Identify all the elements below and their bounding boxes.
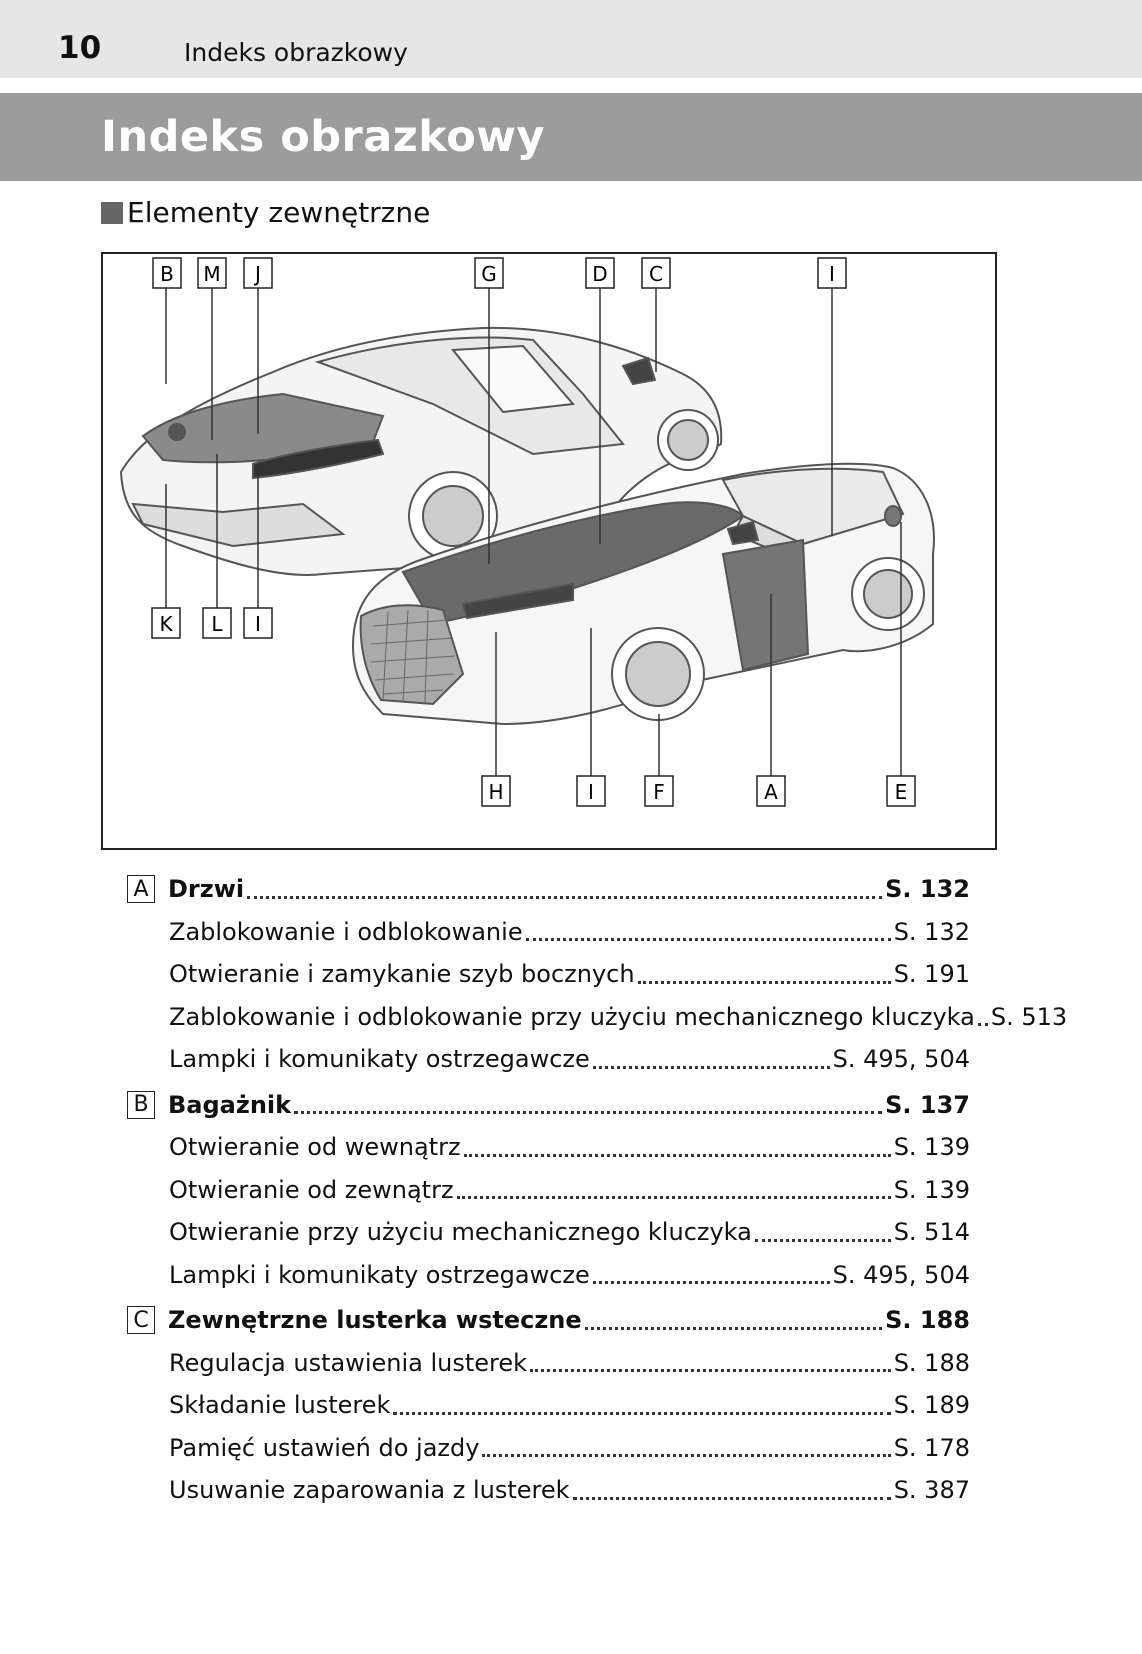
svg-text:M: M [203,262,221,286]
callout-g [475,258,503,288]
index-entry-main[interactable] [127,1299,970,1342]
callout-i-front [577,776,605,806]
car-drawing [103,254,995,848]
subentry-page-ref[interactable]: S. 178 [893,1433,970,1462]
dot-leader [457,1196,891,1199]
car-illustration [101,252,997,850]
dot-leader [978,1023,988,1026]
index-subentry[interactable] [127,1384,970,1427]
svg-text:G: G [481,262,497,286]
subentry-label: Składanie lusterek [169,1391,391,1420]
subentry-page-ref[interactable]: S. 189 [893,1391,970,1420]
index-subentry[interactable] [127,1169,970,1212]
subentry-label: Pamięć ustawień do jazdy [169,1433,480,1462]
dot-leader [393,1412,890,1415]
callout-i-top [818,258,846,288]
svg-text:I: I [829,262,835,286]
dot-leader [247,896,882,899]
index-list [127,868,1068,1512]
subentry-page-ref[interactable]: S. 191 [893,960,970,989]
section-heading [101,196,430,229]
index-subentry[interactable] [127,1469,970,1512]
dot-leader [585,1327,882,1330]
index-subentry[interactable] [127,1254,970,1297]
entry-label: Drzwi [168,875,245,904]
dot-leader [593,1281,830,1284]
svg-text:I: I [255,612,261,636]
subentry-page-ref[interactable]: S. 132 [893,917,970,946]
callout-f [645,776,673,806]
callout-k [152,608,180,638]
subentry-page-ref[interactable]: S. 139 [893,1133,970,1162]
dot-leader [464,1154,891,1157]
index-subentry[interactable] [127,996,1068,1039]
callout-a [757,776,785,806]
svg-text:I: I [588,780,594,804]
subentry-label: Regulacja ustawienia lusterek [169,1348,528,1377]
callout-m [198,258,226,288]
entry-letter-box: C [127,1306,155,1334]
subentry-page-ref[interactable]: S. 188 [893,1348,970,1377]
svg-text:A: A [764,780,778,804]
subentry-label: Otwieranie od zewnątrz [169,1175,454,1204]
index-subentry[interactable] [127,1211,970,1254]
dot-leader [530,1369,891,1372]
running-title: Indeks obrazkowy [184,38,408,67]
callout-c [642,258,670,288]
section-title: Elementy zewnętrzne [127,196,431,229]
svg-text:L: L [211,612,223,636]
subentry-page-ref[interactable]: S. 495, 504 [832,1045,970,1074]
callout-l [203,608,231,638]
subentry-page-ref[interactable]: S. 139 [893,1175,970,1204]
subentry-label: Otwieranie od wewnątrz [169,1133,461,1162]
index-subentry[interactable] [127,1126,970,1169]
entry-letter-box: B [127,1091,155,1119]
entry-label: Zewnętrzne lusterka wsteczne [168,1306,582,1335]
index-subentry[interactable] [127,1038,970,1081]
subentry-label: Zablokowanie i odblokowanie przy użyciu mechanicznego kluczyka [169,1002,975,1031]
dot-leader [573,1497,891,1500]
callout-d [586,258,614,288]
index-subentry[interactable] [127,1342,970,1385]
callout-j [244,258,272,288]
entry-letter-box: A [127,875,155,903]
entry-label: Bagażnik [168,1090,292,1119]
section-square-icon [101,202,123,224]
subentry-page-ref[interactable]: S. 514 [893,1218,970,1247]
index-subentry[interactable] [127,953,970,996]
dot-leader [294,1111,882,1114]
subentry-label: Lampki i komunikaty ostrzegawcze [169,1045,590,1074]
dot-leader [482,1454,890,1457]
subentry-page-ref[interactable]: S. 387 [893,1476,970,1505]
page-number: 10 [58,30,102,66]
index-entry-main[interactable] [127,868,970,911]
callout-i-rear [244,608,272,638]
entry-page-ref[interactable]: S. 137 [885,1090,970,1119]
subentry-label: Zablokowanie i odblokowanie [169,917,523,946]
callout-b [153,258,181,288]
svg-text:F: F [653,780,665,804]
svg-text:E: E [894,780,908,804]
svg-text:K: K [159,612,173,636]
svg-text:D: D [592,262,608,286]
subentry-page-ref[interactable]: S. 513 [990,1002,1068,1031]
dot-leader [638,981,891,984]
subentry-label: Usuwanie zaparowania z lusterek [169,1476,570,1505]
dot-leader [593,1066,830,1069]
subentry-label: Otwieranie przy użyciu mechanicznego kluczyka [169,1218,752,1247]
svg-text:J: J [255,262,261,286]
dot-leader [755,1239,891,1242]
callout-h [482,776,510,806]
subentry-label: Lampki i komunikaty ostrzegawcze [169,1260,590,1289]
svg-text:C: C [649,262,663,286]
index-entry-main[interactable] [127,1084,970,1127]
subentry-label: Otwieranie i zamykanie szyb bocznych [169,960,635,989]
header-strip [0,0,1142,78]
callout-e [887,776,915,806]
index-subentry[interactable] [127,911,970,954]
entry-page-ref[interactable]: S. 188 [885,1306,970,1335]
index-subentry[interactable] [127,1427,970,1470]
page-title: Indeks obrazkowy [101,112,546,162]
entry-page-ref[interactable]: S. 132 [885,875,970,904]
svg-text:B: B [160,262,174,286]
dot-leader [526,938,891,941]
subentry-page-ref[interactable]: S. 495, 504 [832,1260,970,1289]
svg-text:H: H [488,780,504,804]
